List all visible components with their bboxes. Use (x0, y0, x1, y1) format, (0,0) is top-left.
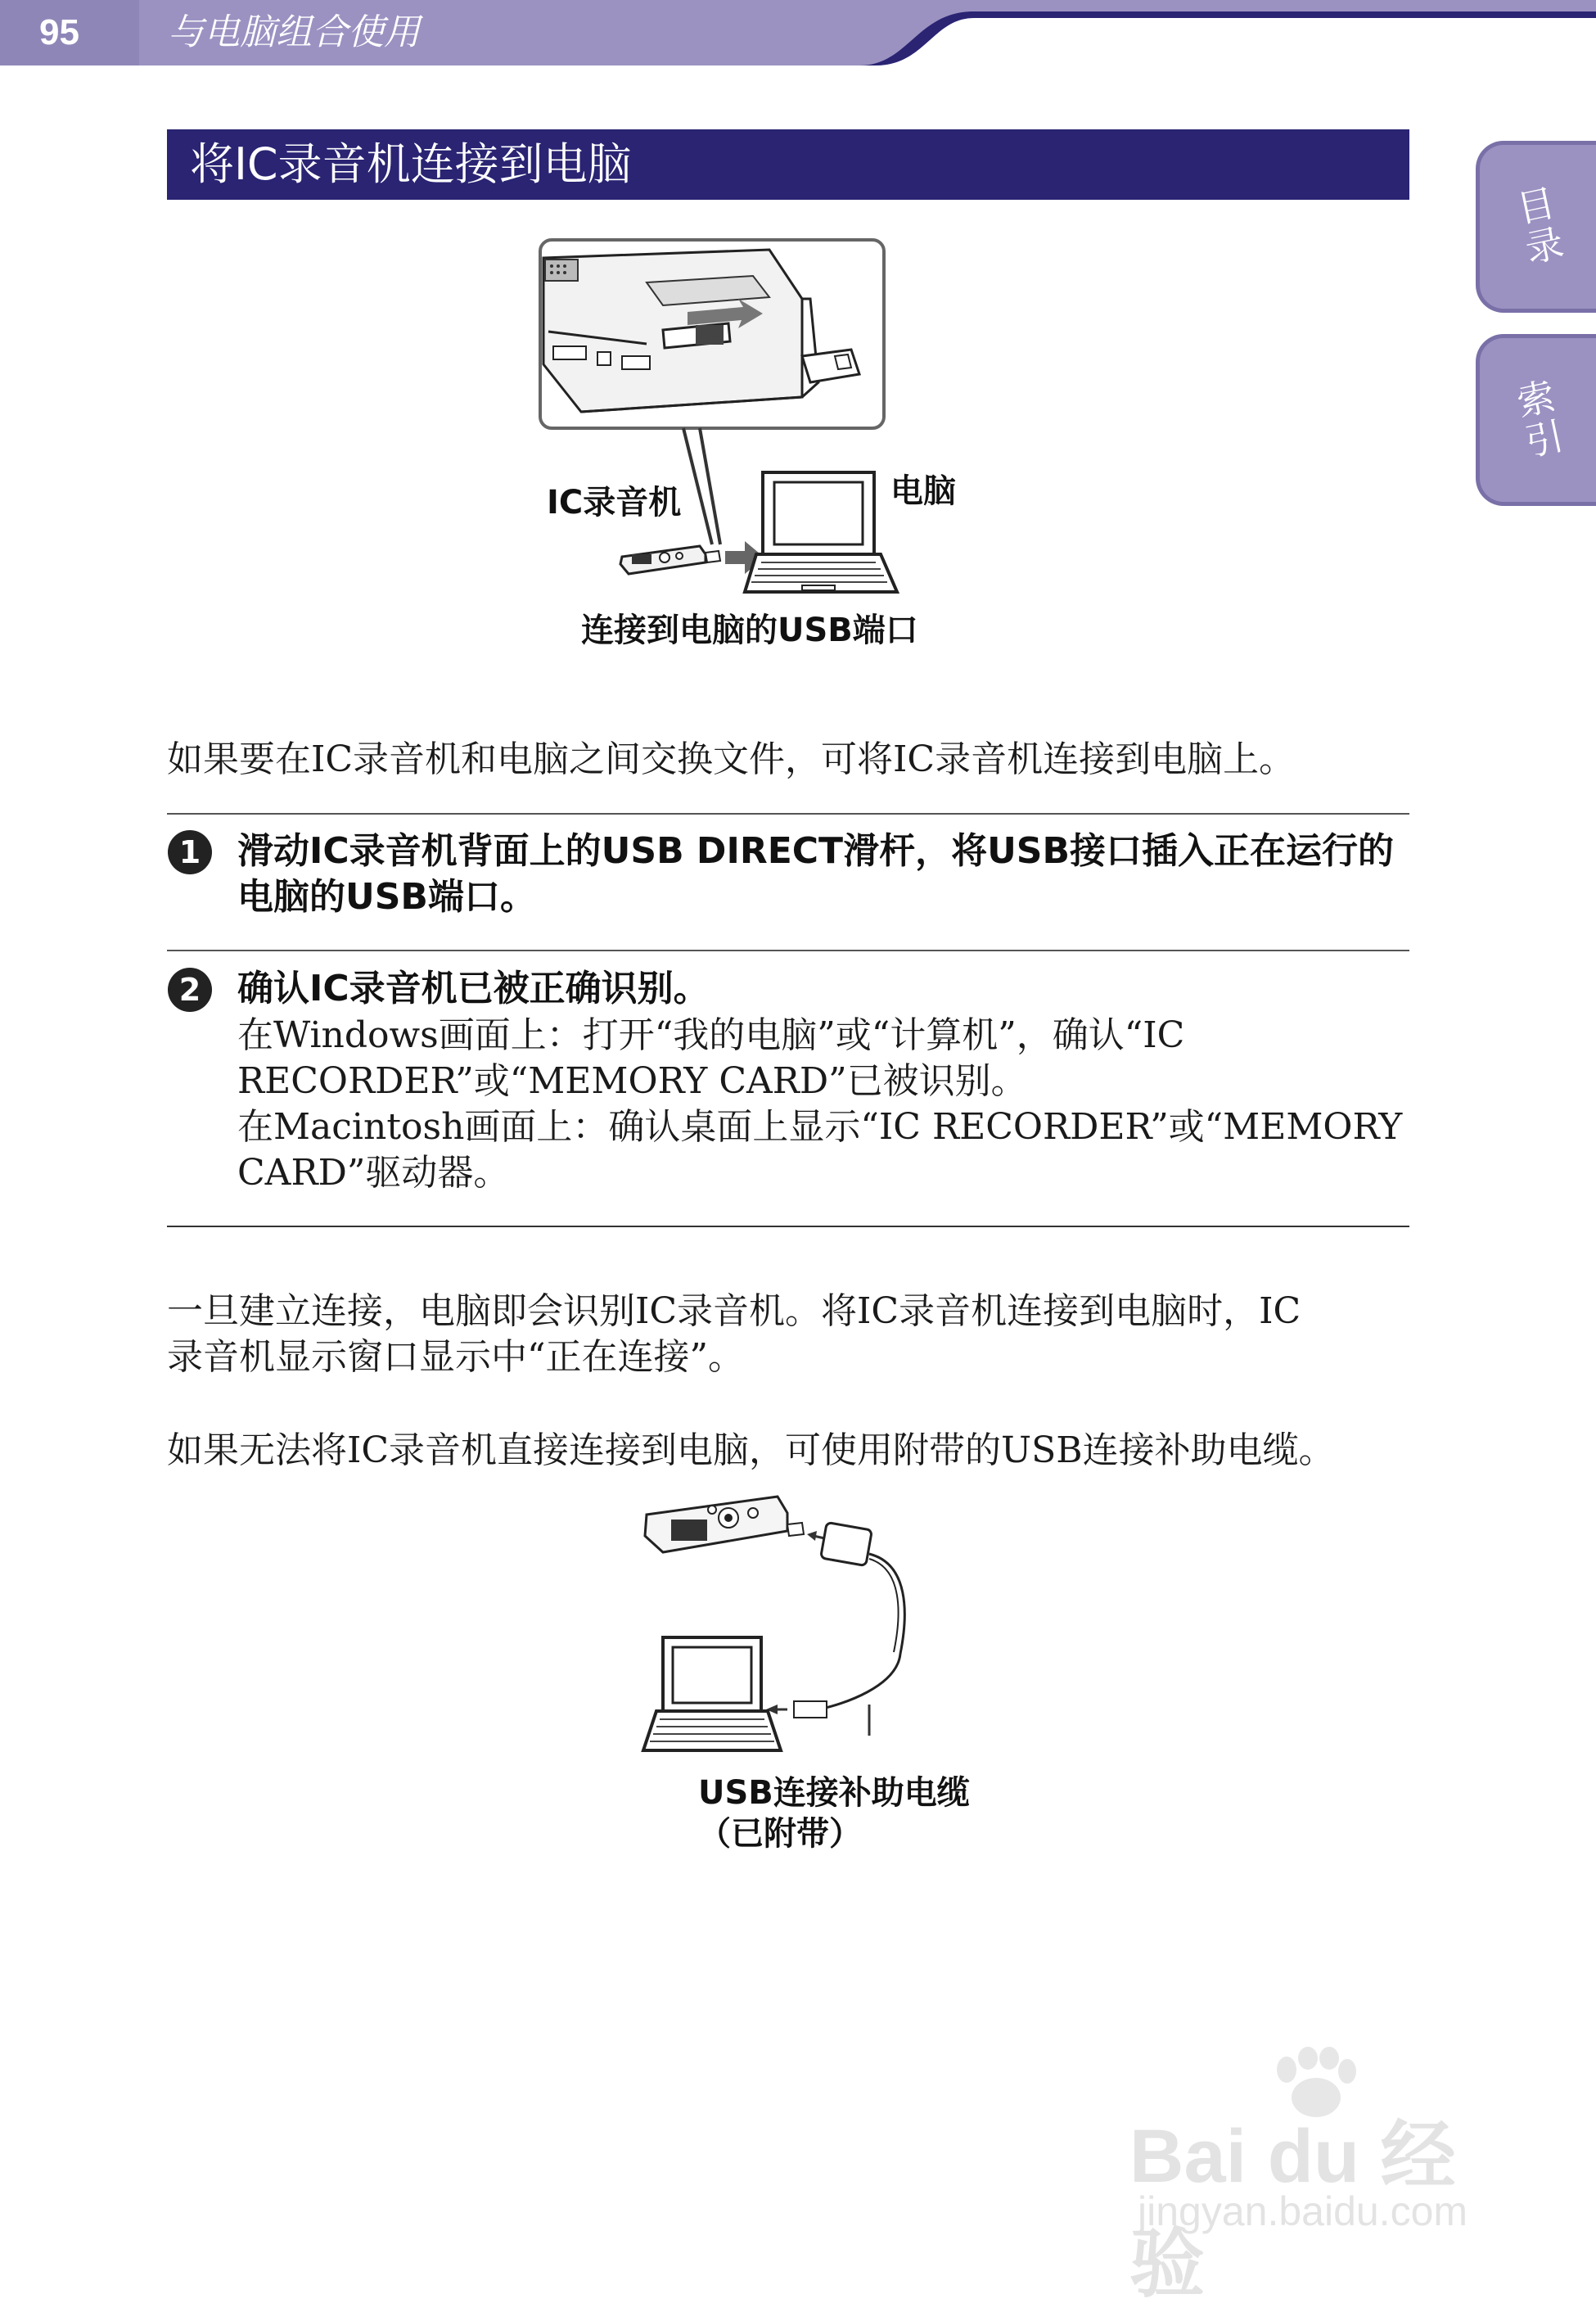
label-computer: 电脑 (890, 472, 956, 510)
tab-contents[interactable] (1476, 141, 1596, 313)
divider (167, 813, 1409, 815)
step-2-detail-line: 在Windows画面上：打开“我的电脑”或“计算机”，确认“IC (237, 1014, 1185, 1056)
divider (167, 950, 1409, 951)
intro-paragraph: 如果要在IC录音机和电脑之间交换文件，可将IC录音机连接到电脑上。 (167, 738, 1296, 780)
step-1-badge: 1 (168, 830, 212, 874)
step-2-detail-line: 在Macintosh画面上：确认桌面上显示“IC RECORDER”或“MEMORY (237, 1106, 1403, 1148)
connection-illustration (524, 233, 982, 610)
tab-index[interactable] (1476, 334, 1596, 506)
step-2-badge: 2 (168, 968, 212, 1012)
divider (167, 1226, 1409, 1227)
page-number: 95 (39, 12, 79, 52)
cable-label-line1: USB连接补助电缆 (698, 1774, 970, 1812)
step-2-title: 确认IC录音机已被正确识别。 (237, 968, 710, 1009)
section-heading: 将IC录音机连接到电脑 (167, 129, 1409, 200)
step-2-detail-line: CARD”驱动器。 (237, 1152, 510, 1194)
cable-label-line2: （已附带） (698, 1815, 862, 1853)
chapter-title: 与电脑组合使用 (168, 11, 420, 53)
cable-illustration (638, 1490, 966, 1785)
paragraph-2-line: 录音机显示窗口显示中“正在连接”。 (167, 1336, 744, 1378)
label-recorder: IC录音机 (547, 484, 682, 522)
watermark-brand: Bai du 经验 (1129, 2115, 1456, 2306)
tab-contents-label: 目录 (1508, 182, 1568, 272)
step-1-title-line2: 电脑的USB端口。 (237, 876, 536, 918)
step-1-title-line1: 滑动IC录音机背面上的USB DIRECT滑杆，将USB接口插入正在运行的 (237, 830, 1395, 872)
paragraph-2-line: 一旦建立连接，电脑即会识别IC录音机。将IC录音机连接到电脑时，IC (167, 1290, 1301, 1332)
tab-index-label: 索引 (1508, 375, 1568, 465)
baidu-watermark (1129, 2047, 1506, 2306)
step-2-detail-line: RECORDER”或“MEMORY CARD”已被识别。 (237, 1060, 1027, 1102)
paragraph-3: 如果无法将IC录音机直接连接到电脑，可使用附带的USB连接补助电缆。 (167, 1429, 1335, 1471)
watermark-url: jingyan.baidu.com (1138, 2188, 1468, 2234)
figure1-caption: 连接到电脑的USB端口 (581, 612, 918, 649)
